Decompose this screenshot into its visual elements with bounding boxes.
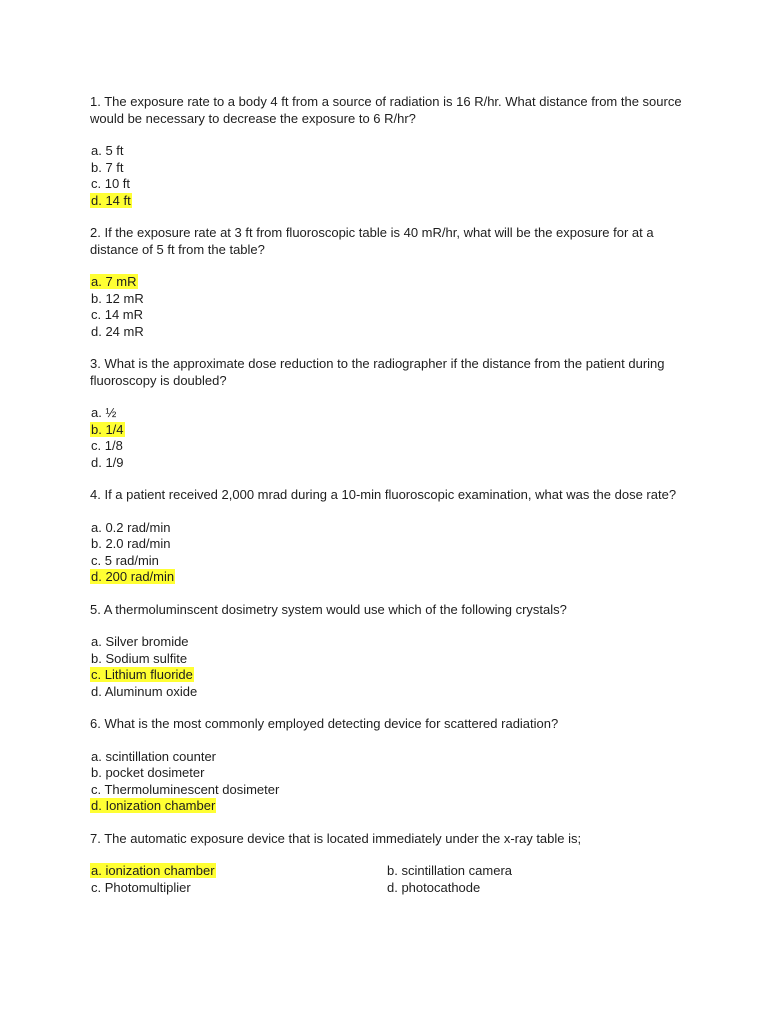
- option-c: c. 14 mR: [91, 307, 144, 322]
- option-c-highlighted: c. Lithium fluoride: [91, 667, 193, 682]
- question-1: [90, 94, 690, 209]
- option-b: b. 2.0 rad/min: [91, 536, 171, 551]
- options-grid: [90, 863, 690, 896]
- question-2: [90, 225, 690, 340]
- option-a-highlighted: a. ionization chamber: [91, 863, 215, 878]
- option-b-highlighted: b. 1/4: [91, 421, 124, 437]
- option-a: a. 5 ft: [91, 143, 124, 158]
- question-text: 6. What is the most commonly employed detecting device for scattered radiation?: [90, 716, 559, 731]
- options-list: [90, 634, 690, 700]
- option-b: b. pocket dosimeter: [91, 765, 205, 780]
- option-c: c. 10 ft: [91, 176, 131, 191]
- question-4: [90, 487, 690, 586]
- option-c: c. Photomultiplier: [91, 879, 191, 895]
- document-page: [90, 94, 690, 912]
- option-c: c. 1/8: [91, 438, 123, 453]
- option-b: b. 7 ft: [91, 159, 124, 175]
- option-c: c. 5 rad/min: [91, 552, 159, 568]
- option-b: b. Sodium sulfite: [91, 650, 188, 666]
- option-b: b. 12 mR: [91, 290, 144, 306]
- options-list: [90, 274, 690, 340]
- option-d-highlighted: d. 14 ft: [91, 192, 131, 208]
- question-6: [90, 716, 690, 815]
- options-list: [90, 520, 690, 586]
- option-a: a. ½: [91, 405, 117, 420]
- options-list: [90, 749, 690, 815]
- option-d: d. 1/9: [91, 454, 124, 470]
- option-a: a. Silver bromide: [91, 634, 189, 649]
- question-3: [90, 356, 690, 471]
- question-7: [90, 831, 690, 897]
- question-text: 7. The automatic exposure device that is located immediately under the x-ray table is;: [90, 830, 582, 846]
- option-d: d. 24 mR: [91, 323, 144, 339]
- option-a-highlighted: a. 7 mR: [91, 274, 137, 289]
- option-d: d. Aluminum oxide: [91, 683, 198, 699]
- option-d: d. photocathode: [387, 879, 481, 895]
- option-a: a. scintillation counter: [91, 748, 217, 764]
- option-d-highlighted: d. Ionization chamber: [91, 798, 216, 813]
- question-text: 3. What is the approximate dose reduction to the radiographer if the distance from the patient during fluoroscopy is doubled?: [90, 356, 665, 388]
- question-text: 1. The exposure rate to a body 4 ft from a source of radiation is 16 R/hr. What distance from the source would be necessary to decrease the exposure to 6 R/hr?: [90, 94, 682, 126]
- option-d-highlighted: d. 200 rad/min: [91, 569, 175, 584]
- options-list: [90, 405, 690, 471]
- options-list: [90, 143, 690, 209]
- option-b: b. scintillation camera: [387, 863, 512, 878]
- question-text: 2. If the exposure rate at 3 ft from fluoroscopic table is 40 mR/hr, what will be the exposure for at a distance of 5 ft from the table?: [90, 225, 654, 257]
- option-a: a. 0.2 rad/min: [91, 519, 171, 535]
- question-text: 5. A thermoluminscent dosimetry system would use which of the following crystals?: [90, 601, 567, 617]
- question-5: [90, 602, 690, 701]
- question-text: 4. If a patient received 2,000 mrad during a 10-min fluoroscopic examination, what was the dose rate?: [90, 487, 677, 502]
- option-c: c. Thermoluminescent dosimeter: [91, 781, 280, 797]
